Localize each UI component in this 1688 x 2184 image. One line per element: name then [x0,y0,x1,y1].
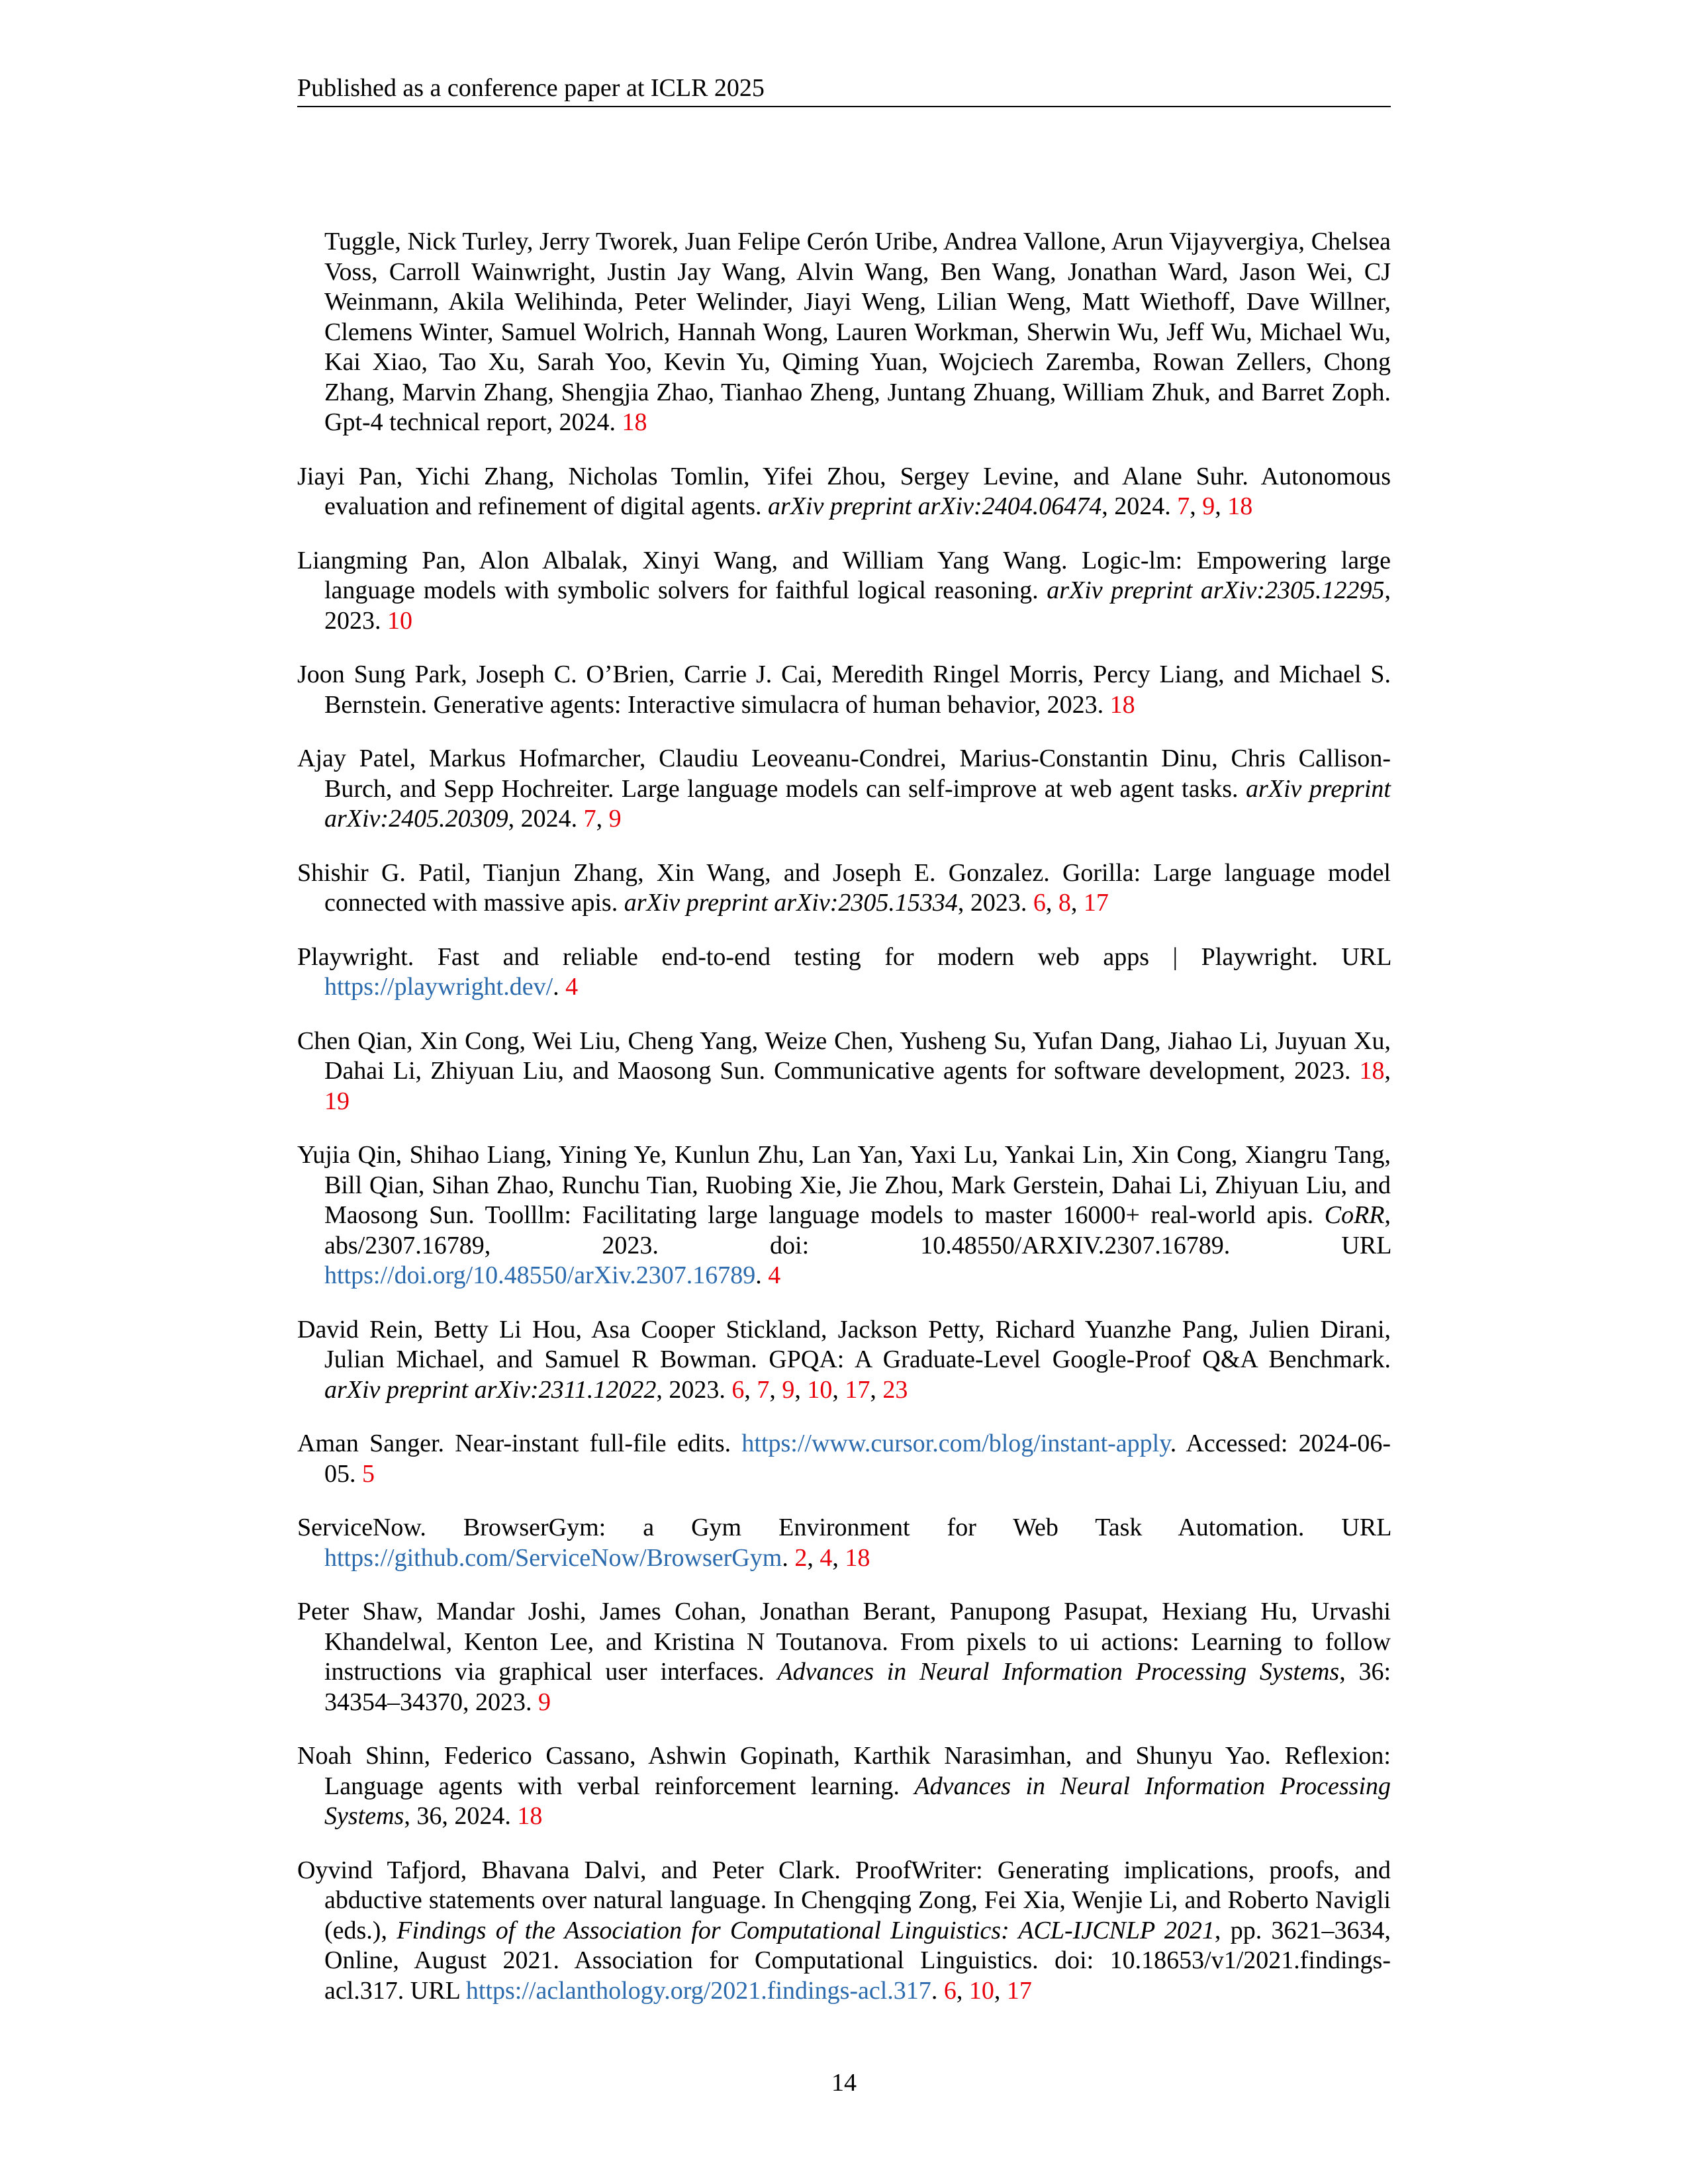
citation-backlink[interactable]: 17 [1006,1976,1032,2005]
citation-backlink[interactable]: 17 [1083,889,1109,917]
reference-tail: , 2024. [1102,492,1171,520]
reference-tail: , 36, 2024. [404,1802,511,1830]
reference-tail: . [931,1976,938,2005]
reference-text: David Rein, Betty Li Hou, Asa Cooper Stickland, Jackson Petty, Richard Yuanzhe Pang, Julien Dirani, Julian Michael, and Samuel R Bowman. GPQA: A Graduate-Level Google-Proof Q&A Benchmark. [297,1315,1391,1373]
citation-backlink[interactable]: 4 [768,1261,781,1289]
reference-url[interactable]: https://playwright.dev/ [324,973,553,1001]
citation-backlink[interactable]: 6 [731,1375,745,1404]
reference-tail: , 2023. [957,889,1027,917]
reference-text: Joon Sung Park, Joseph C. O’Brien, Carrie J. Cai, Meredith Ringel Morris, Percy Liang, and Michael S. Bernstein. Generative agents: Interactive simulacra of human behavior, 2023. [297,660,1391,719]
citation-backlink[interactable]: 18 [517,1802,543,1830]
reference-text: Jiayi Pan, Yichi Zhang, Nicholas Tomlin, Yifei Zhou, Sergey Levine, and Alane Suhr. Autonomous evaluation and refinement of digital agents. [297,462,1391,520]
reference-venue: arXiv preprint arXiv:2305.12295 [1047,576,1385,604]
citation-backlink[interactable]: 10 [807,1375,833,1404]
reference-tail: , 2023. [656,1375,726,1404]
reference-tail: . Accessed: 2024-06-05. [324,1430,1391,1488]
citation-backlink[interactable]: 2 [794,1543,808,1572]
reference-tail: , pp. 3621–3634, Online, August 2021. Association for Computational Linguistics. doi: 10.18653/v1/2021.findings-acl.317. URL [324,1916,1391,2005]
citation-backlink[interactable]: 23 [882,1375,908,1404]
citation-backlink[interactable]: 9 [608,805,622,833]
running-header: Published as a conference paper at ICLR 2025 [297,74,765,102]
citation-backlink[interactable]: 9 [782,1375,795,1404]
reference-text: Aman Sanger. Near-instant full-file edits. [297,1430,731,1457]
citation-backlink[interactable]: 18 [845,1543,870,1572]
reference-text: Chen Qian, Xin Cong, Wei Liu, Cheng Yang, Weize Chen, Yusheng Su, Yufan Dang, Jiahao Li, Juyuan Xu, Dahai Li, Zhiyuan Liu, and Maosong Sun. Communicative agents for software development, 2023. [297,1026,1391,1085]
citation-backlink[interactable]: 5 [362,1459,375,1488]
reference-tail: . [755,1261,762,1289]
reference-tail: . [553,973,559,1001]
citation-backlink[interactable]: 10 [387,606,412,635]
reference-list [297,227,1391,2006]
page-number: 14 [831,2069,857,2097]
reference-entry: Shishir G. Patil, Tianjun Zhang, Xin Wang, and Joseph E. Gonzalez. Gorilla: Large language model connected with massive apis. arXiv preprint arXiv:2305.15334, 2023. 6, 8, 17 [297,858,1391,917]
reference-text: Playwright. Fast and reliable end-to-end testing for modern web apps | Playwright. URL [297,942,1391,971]
reference-venue: Advances in Neural Information Processing Systems [324,1772,1391,1830]
reference-text: Oyvind Tafjord, Bhavana Dalvi, and Peter Clark. ProofWriter: Generating implications, proofs, and abductive statements over natural language. In Chengqing Zong, Fei Xia, Wenjie Li, and Roberto Navigli (eds.), [297,1856,1391,1944]
reference-text: ServiceNow. BrowserGym: a Gym Environment for Web Task Automation. URL [297,1514,1391,1541]
reference-entry [297,660,1391,720]
reference-url[interactable]: https://doi.org/10.48550/arXiv.2307.16789 [324,1261,756,1289]
header-rule [297,106,1391,107]
reference-venue: arXiv preprint arXiv:2305.15334 [624,889,958,917]
reference-venue: Advances in Neural Information Processing Systems [777,1658,1340,1686]
citation-backlink[interactable]: 4 [565,973,579,1001]
citation-backlink[interactable]: 9 [538,1688,551,1716]
citation-backlink[interactable]: 4 [820,1543,833,1572]
citation-backlink[interactable]: 9 [1202,492,1215,520]
reference-venue: Findings of the Association for Computational Linguistics: ACL-IJCNLP 2021 [397,1916,1215,1944]
reference-entry [297,1140,1391,1291]
reference-entry [297,942,1391,1003]
citation-backlink[interactable]: 18 [1227,492,1253,520]
reference-url[interactable]: https://aclanthology.org/2021.findings-acl.317 [465,1976,931,2005]
reference-url[interactable]: https://www.cursor.com/blog/instant-apply [741,1430,1170,1457]
reference-text: Shishir G. Patil, Tianjun Zhang, Xin Wang, and Joseph E. Gonzalez. Gorilla: Large language model connected with massive apis. [297,858,1391,917]
reference-tail: , abs/2307.16789, 2023. doi: 10.48550/ARXIV.2307.16789. URL [324,1201,1391,1259]
reference-entry [297,546,1391,637]
reference-venue: arXiv preprint arXiv:2405.20309 [324,774,1391,833]
reference-tail: , 36: 34354–34370, 2023. [324,1658,1391,1716]
citation-backlink[interactable]: 10 [968,1976,994,2005]
reference-text: Ajay Patel, Markus Hofmarcher, Claudiu Leoveanu-Condrei, Marius-Constantin Dinu, Chris Callison-Burch, and Sepp Hochreiter. Large language models can self-improve at web agent tasks. [297,745,1391,803]
reference-url[interactable]: https://github.com/ServiceNow/BrowserGym [324,1543,782,1572]
citation-backlink[interactable]: 7 [1177,492,1190,520]
citation-backlink[interactable]: 18 [1109,690,1135,719]
reference-entry: Chen Qian, Xin Cong, Wei Liu, Cheng Yang, Weize Chen, Yusheng Su, Yufan Dang, Jiahao Li, Juyuan Xu, Dahai Li, Zhiyuan Liu, and Maosong Sun. Communicative agents for software development, 2023. 18, 19 [297,1026,1391,1115]
reference-text: Yujia Qin, Shihao Liang, Yining Ye, Kunlun Zhu, Lan Yan, Yaxi Lu, Yankai Lin, Xin Cong, Xiangru Tang, Bill Qian, Sihan Zhao, Runchu Tian, Ruobing Xie, Jie Zhou, Mark Gerstein, Dahai Li, Zhiyuan Liu, and Maosong Sun. Toolllm: Facilitating large language models to master 16000+ real-world apis. [297,1141,1391,1229]
reference-tail: , 2023. [324,576,1391,635]
citation-backlink[interactable]: 7 [583,805,596,833]
reference-text: Liangming Pan, Alon Albalak, Xinyi Wang, and William Yang Wang. Logic-lm: Empowering large language models with symbolic solvers for faithful logical reasoning. [297,546,1391,604]
reference-entry: David Rein, Betty Li Hou, Asa Cooper Stickland, Jackson Petty, Richard Yuanzhe Pang, Julien Dirani, Julian Michael, and Samuel R Bowman. GPQA: A Graduate-Level Google-Proof Q&A Benchmark. arXiv preprint arXiv:2311.12022, 2023. 6, 7, 9, 10, 17, 23 [297,1315,1391,1404]
reference-entry [297,1597,1391,1717]
reference-venue: CoRR [1324,1201,1385,1229]
reference-entry [297,227,1391,438]
reference-entry [297,1741,1391,1832]
reference-tail: , 2024. [508,805,578,833]
reference-text: Tuggle, Nick Turley, Jerry Tworek, Juan Felipe Cerón Uribe, Andrea Vallone, Arun Vijayvergiya, Chelsea Voss, Carroll Wainwright, Justin Jay Wang, Alvin Wang, Ben Wang, Jonathan Ward, Jason Wei, CJ Weinmann, Akila Welihinda, Peter Welinder, Jiayi Weng, Lilian Weng, Matt Wiethoff, Dave Willner, Clemens Winter, Samuel Wolrich, Hannah Wong, Lauren Workman, Sherwin Wu, Jeff Wu, Michael Wu, Kai Xiao, Tao Xu, Sarah Yoo, Kevin Yu, Qiming Yuan, Wojciech Zaremba, Rowan Zellers, Chong Zhang, Marvin Zhang, Shengjia Zhao, Tianhao Zheng, Juntang Zhuang, William Zhuk, and Barret Zoph. Gpt-4 technical report, 2024. [324,228,1391,436]
reference-text: Peter Shaw, Mandar Joshi, James Cohan, Jonathan Berant, Panupong Pasupat, Hexiang Hu, Urvashi Khandelwal, Kenton Lee, and Kristina N Toutanova. From pixels to ui actions: Learning to follow instructions via graphical user interfaces. [297,1598,1391,1686]
citation-backlink[interactable]: 8 [1058,889,1071,917]
reference-venue: arXiv preprint arXiv:2311.12022 [324,1375,657,1404]
citation-backlink[interactable]: 18 [1359,1057,1385,1085]
reference-entry: ServiceNow. BrowserGym: a Gym Environment for Web Task Automation. URL https://github.com/ServiceNow/BrowserGym. 2, 4, 18 [297,1514,1391,1572]
citation-backlink[interactable]: 17 [845,1375,870,1404]
reference-tail: . [782,1543,788,1572]
citation-backlink[interactable]: 7 [757,1375,770,1404]
citation-backlink[interactable]: 19 [324,1087,350,1115]
reference-text: Noah Shinn, Federico Cassano, Ashwin Gopinath, Karthik Narasimhan, and Shunyu Yao. Reflexion: Language agents with verbal reinforcement learning. [297,1742,1391,1800]
reference-entry: Ajay Patel, Markus Hofmarcher, Claudiu Leoveanu-Condrei, Marius-Constantin Dinu, Chris Callison-Burch, and Sepp Hochreiter. Large language models can self-improve at web agent tasks. arXiv preprint arXiv:2405.20309, 2024. 7, 9 [297,745,1391,833]
citation-backlink[interactable]: 6 [943,1976,957,2005]
reference-entry [297,1429,1391,1489]
citation-backlink[interactable]: 18 [622,408,647,436]
reference-venue: arXiv preprint arXiv:2404.06474 [768,492,1102,520]
reference-entry: Jiayi Pan, Yichi Zhang, Nicholas Tomlin, Yifei Zhou, Sergey Levine, and Alane Suhr. Autonomous evaluation and refinement of digital agents. arXiv preprint arXiv:2404.06474, 2024. 7, 9, 18 [297,462,1391,520]
citation-backlink[interactable]: 6 [1033,889,1046,917]
reference-entry: Oyvind Tafjord, Bhavana Dalvi, and Peter Clark. ProofWriter: Generating implications, proofs, and abductive statements over natural language. In Chengqing Zong, Fei Xia, Wenjie Li, and Roberto Navigli (eds.), Findings of the Association for Computational Linguistics: ACL-IJCNLP 2021, pp. 3621–3634, Online, August 2021. Association for Computational Linguistics. doi: 10.18653/v1/2021.findings-acl.317. URL https://aclanthology.org/2021.findings-acl.317. 6, 10, 17 [297,1856,1391,2005]
